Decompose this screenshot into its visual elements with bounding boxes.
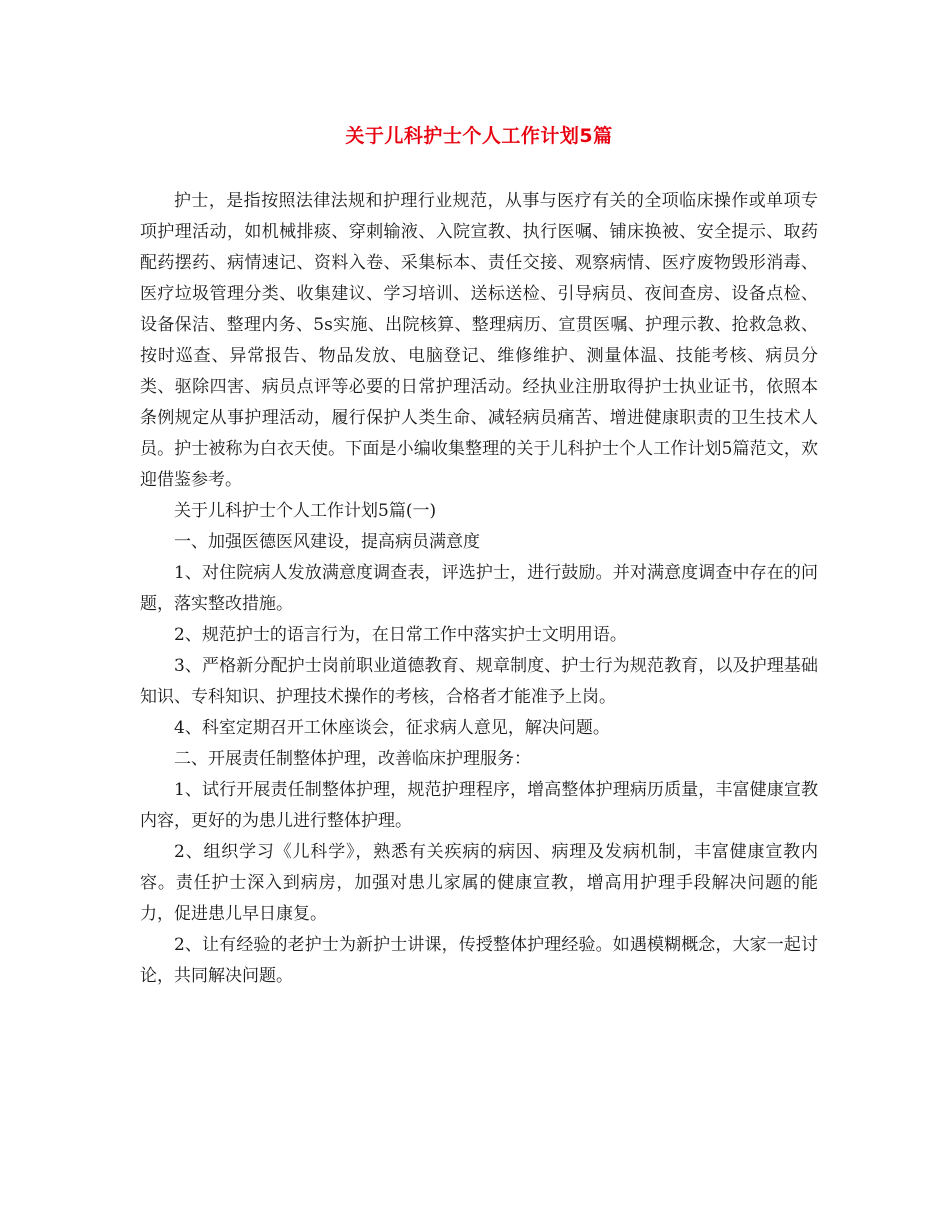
- list-item: 4、科室定期召开工休座谈会，征求病人意见，解决问题。: [174, 718, 610, 738]
- document-title: 关于儿科护士个人工作计划5篇: [345, 125, 613, 147]
- list-item: 2、让有经验的老护士为新护士讲课，传授整体护理经验。如遇模糊概念，大家一起讨论，共同解决问题。: [140, 935, 818, 986]
- document-body: [140, 186, 818, 992]
- paragraph-intro: 护士，是指按照法律法规和护理行业规范，从事与医疗有关的全项临床操作或单项专项护理活动，如机械排痰、穿刺输液、入院宣教、执行医嘱、铺床换被、安全提示、取药配药摆药、病情速记、资料入卷、采集标本、责任交接、观察病情、医疗废物毁形消毒、医疗垃圾管理分类、收集建议、学习培训、送标送检、引导病员、夜间查房、设备点检、设备保洁、整理内务、5s实施、出院核算、整理病历、宣贯医嘱、护理示教、抢救急救、按时巡查、异常报告、物品发放、电脑登记、维修维护、测量体温、技能考核、病员分类、驱除四害、病员点评等必要的日常护理活动。经执业注册取得护士执业证书，依照本条例规定从事护理活动，履行保护人类生命、减轻病员痛苦、增进健康职责的卫生技术人员。护士被称为白衣天使。下面是小编收集整理的关于儿科护士个人工作计划5篇范文，欢迎借鉴参考。: [140, 191, 818, 490]
- subsection-heading: 一、加强医德医风建设，提高病员满意度: [174, 532, 480, 552]
- list-item: 3、严格新分配护士岗前职业道德教育、规章制度、护士行为规范教育，以及护理基础知识、专科知识、护理技术操作的考核，合格者才能准予上岗。: [140, 656, 818, 707]
- section-heading: 关于儿科护士个人工作计划5篇(一): [174, 501, 437, 521]
- subsection-heading: 二、开展责任制整体护理，改善临床护理服务：: [174, 749, 531, 769]
- list-item: 1、试行开展责任制整体护理，规范护理程序，增高整体护理病历质量，丰富健康宣教内容，更好的为患儿进行整体护理。: [140, 780, 818, 831]
- list-item: 1、对住院病人发放满意度调查表，评选护士，进行鼓励。并对满意度调查中存在的问题，落实整改措施。: [140, 563, 818, 614]
- list-item: 2、组织学习《儿科学》，熟悉有关疾病的病因、病理及发病机制，丰富健康宣教内容。责任护士深入到病房，加强对患儿家属的健康宣教，增高用护理手段解决问题的能力，促进患儿早日康复。: [140, 842, 818, 924]
- list-item: 2、规范护士的语言行为，在日常工作中落实护士文明用语。: [174, 625, 627, 645]
